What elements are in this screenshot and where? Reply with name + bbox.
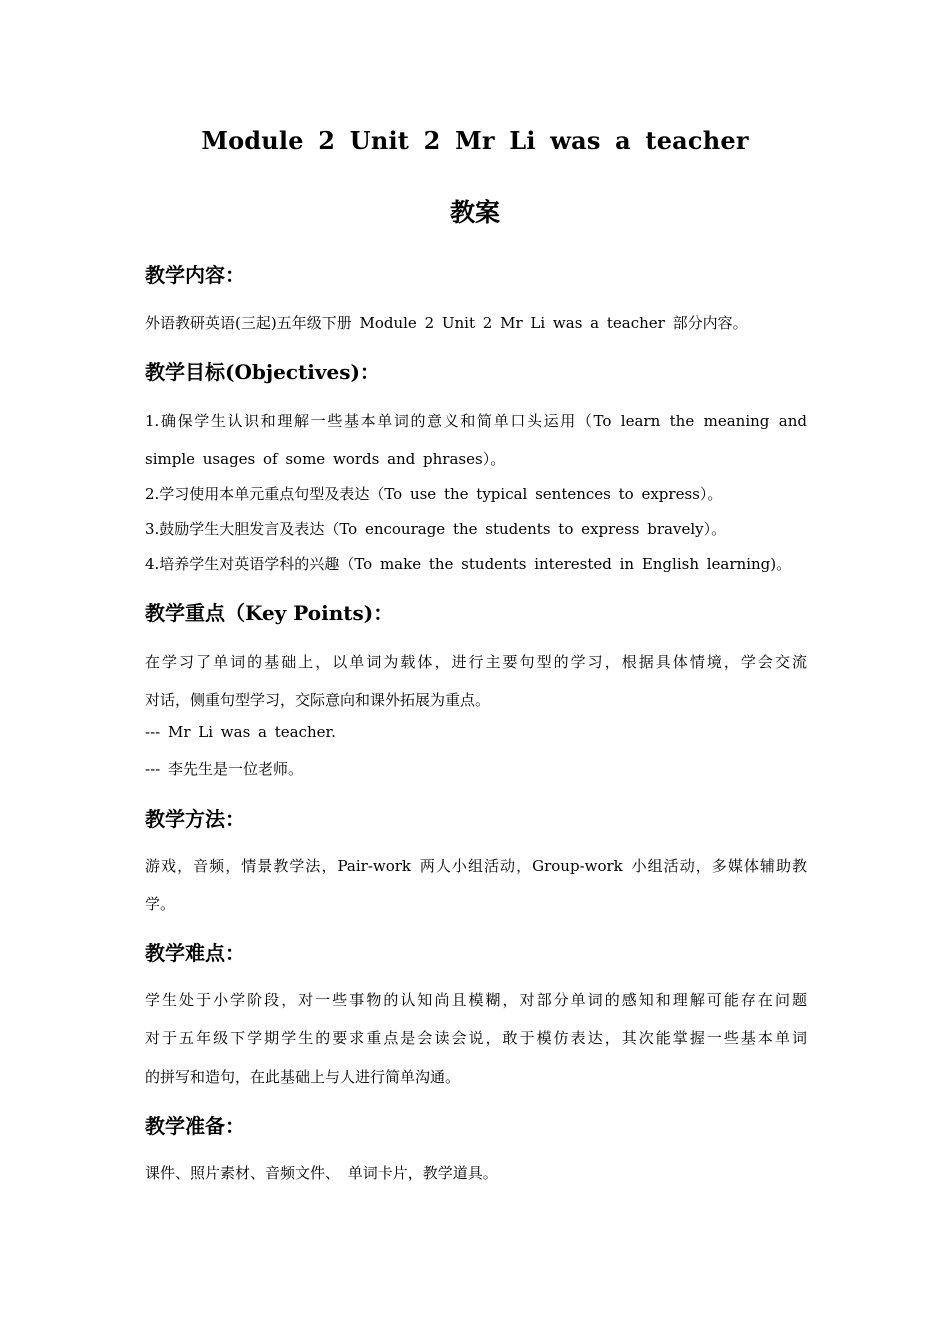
key-point-line: 在学习了单词的基础上，以单词为载体，进行主要句型的学习，根据具体情境，学会交流 <box>145 653 807 671</box>
section-heading-key-points: 教学重点（Key Points)： <box>145 601 394 625</box>
method-line: 游戏，音频，情景教学法，Pair-work 两人小组活动，Group-work 小组活动，多媒体辅助教 <box>145 857 807 875</box>
preparation-line: 课件、照片素材、音频文件、 单词卡片，教学道具。 <box>145 1164 498 1182</box>
difficulty-line: 学生处于小学阶段，对一些事物的认知尚且模糊，对部分单词的感知和理解可能存在问题 <box>145 991 807 1009</box>
difficulty-line: 的拼写和造句，在此基础上与人进行简单沟通。 <box>145 1068 461 1086</box>
key-point-line: --- 李先生是一位老师。 <box>145 760 303 778</box>
objective-line: 4.培养学生对英语学科的兴趣（To make the students interested in English learning)。 <box>145 555 792 573</box>
section-heading-difficulties: 教学难点： <box>145 941 245 965</box>
objective-line: 1.确保学生认识和理解一些基本单词的意义和简单口头运用（To learn the meaning and <box>145 412 807 430</box>
difficulty-line: 对于五年级下学期学生的要求重点是会读会说，敢于模仿表达，其次能掌握一些基本单词 <box>145 1029 807 1047</box>
document-subtitle: 教案 <box>449 198 500 227</box>
key-point-line: 对话，侧重句型学习，交际意向和课外拓展为重点。 <box>145 691 491 709</box>
objective-line: 2.学习使用本单元重点句型及表达（To use the typical sentences to express）。 <box>145 485 723 503</box>
objective-line: simple usages of some words and phrases）。 <box>145 450 506 468</box>
objective-line: 3.鼓励学生大胆发言及表达（To encourage the students to express bravely）。 <box>145 520 727 538</box>
method-line: 学。 <box>145 895 176 913</box>
key-point-line: --- Mr Li was a teacher. <box>145 723 336 741</box>
section-heading-objectives: 教学目标(Objectives)： <box>145 360 380 384</box>
section-content-line: 外语教研英语(三起)五年级下册 Module 2 Unit 2 Mr Li was a teacher 部分内容。 <box>145 314 748 332</box>
section-heading-preparation: 教学准备： <box>145 1114 245 1138</box>
section-heading-methods: 教学方法： <box>145 807 245 831</box>
section-heading-content: 教学内容： <box>145 263 245 287</box>
document-title: Module 2 Unit 2 Mr Li was a teacher <box>201 126 749 155</box>
